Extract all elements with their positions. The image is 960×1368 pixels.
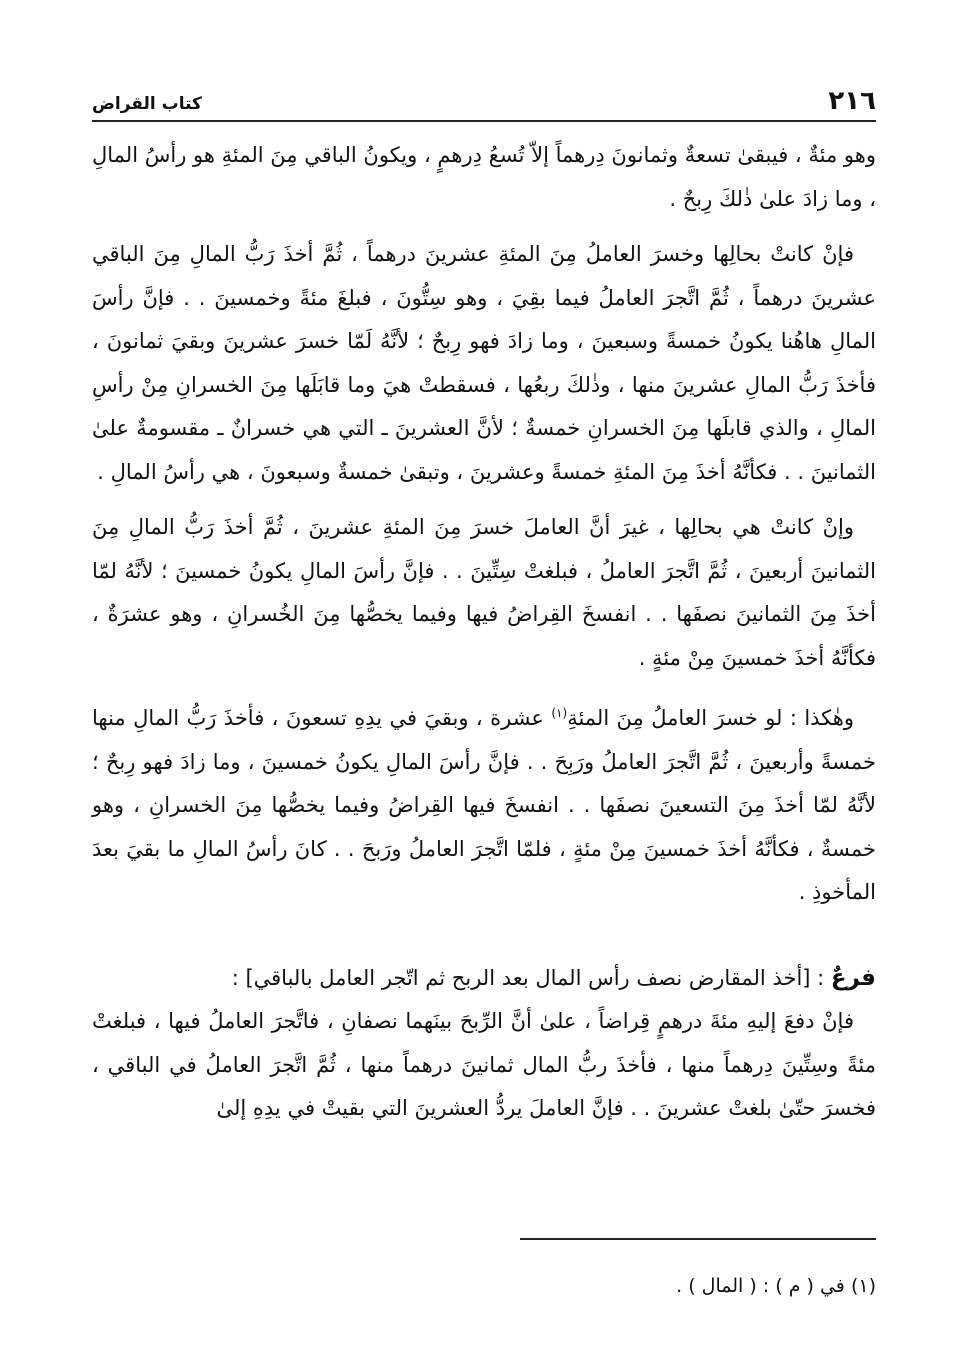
running-title: كتاب القراض	[92, 94, 202, 114]
paragraph-3: وإنْ كانتْ هي بحالِها ، غيرَ أنَّ العاملَ خسرَ مِنَ المئةِ عشرينَ ، ثُمَّ أخذَ رَبُّ المالِ مِنَ الثمانينَ أربعينَ ، ثُمَّ اتَّجرَ العاملُ ، فبلغتْ سِتِّينَ . . فإنَّ رأسَ المالِ يكونُ خمسينَ ؛ لأنَّهُ لمّا أخذَ مِنَ الثمانينَ نصفَها . . انفسخَ القِراضُ فيها وفيما يخصُّها مِنَ الخُسرانِ ، وهو عشرَةٌ ، فكأنَّهُ أخذَ خمسينَ مِنْ مئةٍ .	[92, 515, 876, 670]
branch-title: : [أخذ المقارض نصف رأس المال بعد الربح ثم اتّجر العامل بالباقي] :	[231, 965, 831, 990]
paragraph-4-text-start: وهٰكذا : لو خسرَ العاملُ مِنَ المئةِ	[567, 706, 854, 730]
page-header	[92, 82, 876, 122]
branch-heading	[92, 957, 876, 1001]
paragraph-4	[92, 692, 876, 915]
header-rule	[92, 120, 876, 122]
paragraph-4-text-end: عشرة ، وبقيَ في يدِهِ تسعونَ ، فأخذَ رَبُّ المالِ منها خمسةً وأربعينَ ، ثُمَّ اتَّجرَ العاملُ ورَبِحَ . . فإنَّ رأسَ المالِ يكونُ خمسينَ ، وما زادَ فهو رِبحٌ ؛ لأنَّهُ لمّا أخذَ مِنَ التسعينَ نصفَها . . انفسخَ فيها القِراضُ وفيما يخصُّها مِنَ الخسرانِ ، وهو خمسةٌ ، فكأنَّهُ أخذَ خمسينَ مِنْ مئةٍ ، فلمّا اتَّجرَ العاملُ ورَبحَ . . كانَ رأسُ المالِ ما بقيَ بعدَ المأخوذِ .	[92, 706, 876, 904]
section-spacer	[92, 915, 876, 957]
paragraph-5: فإنْ دفعَ إليهِ مئةَ درهمٍ قِراضاً ، علىٰ أنَّ الرِّبحَ بينَهما نصفانِ ، فاتَّجرَ العاملُ فيها ، فبلغتْ مئةً وسِتِّينَ دِرهماً منها ، فأخذَ ربُّ المال ثمانينَ درهماً منها ، ثُمَّ اتَّجرَ العاملُ في الباقي ، فخسرَ حتّىٰ بلغتْ عشرينَ . . فإنَّ العاملَ يردُّ العشرينَ التي بقيتْ في يدِهِ إلىٰ	[92, 1009, 876, 1120]
footnote-rule	[520, 1238, 876, 1240]
page-body	[92, 134, 876, 1131]
footnote-number: (١)	[850, 1275, 876, 1297]
footnote	[676, 1272, 876, 1300]
paragraph-spacer	[92, 221, 876, 233]
footnote-text: في ( م ) : ( المال ) .	[676, 1275, 845, 1297]
paragraph-2: فإنْ كانتْ بحالِها وخسرَ العاملُ مِنَ المئةِ عشرينَ درهماً ، ثُمَّ أخذَ رَبُّ المالِ مِنَ الباقي عشرينَ درهماً ، ثُمَّ اتَّجرَ العاملُ فيما بقِيَ ، وهو سِتُّونَ ، فبلغَ مئةً وخمسينَ . . فإنَّ رأسَ المالِ هاهُنا يكونُ خمسةً وسبعينَ ، وما زادَ فهو رِبحٌ ؛ لأنَّهُ لَمّا خسرَ عشرينَ وبقيَ ثمانونَ ، فأخذَ رَبُّ المالِ عشرينَ منها ، وذٰلكَ ربعُها ، فسقطتْ هيَ وما قابَلَها مِنَ الخسرانِ مِنْ رأسِ المالِ ، والذي قابلَها مِنَ الخسرانِ خمسةٌ ؛ لأنَّ العشرينَ ـ التي هي خسرانٌ ـ مقسومةٌ علىٰ الثمانينَ . . فكأنَّهُ أخذَ مِنَ المئةِ خمسةً وعشرينَ ، وتبقىٰ خمسةٌ وسبعونَ ، هي رأسُ المالِ .	[92, 242, 876, 484]
paragraph-spacer	[92, 494, 876, 506]
page-number: ٢١٦	[828, 86, 876, 116]
paragraph-spacer	[92, 680, 876, 692]
paragraph-1: وهو مئةٌ ، فيبقىٰ تسعةٌ وثمانونَ دِرهماً إلاّ تُسعُ دِرهمٍ ، ويكونُ الباقي مِنَ المئةِ هو رأسُ المالِ ، وما زادَ علىٰ ذٰلكَ رِبحٌ .	[92, 143, 876, 211]
footnote-reference[interactable]: (١)	[551, 706, 568, 720]
branch-label: فرعٌ	[830, 964, 876, 991]
